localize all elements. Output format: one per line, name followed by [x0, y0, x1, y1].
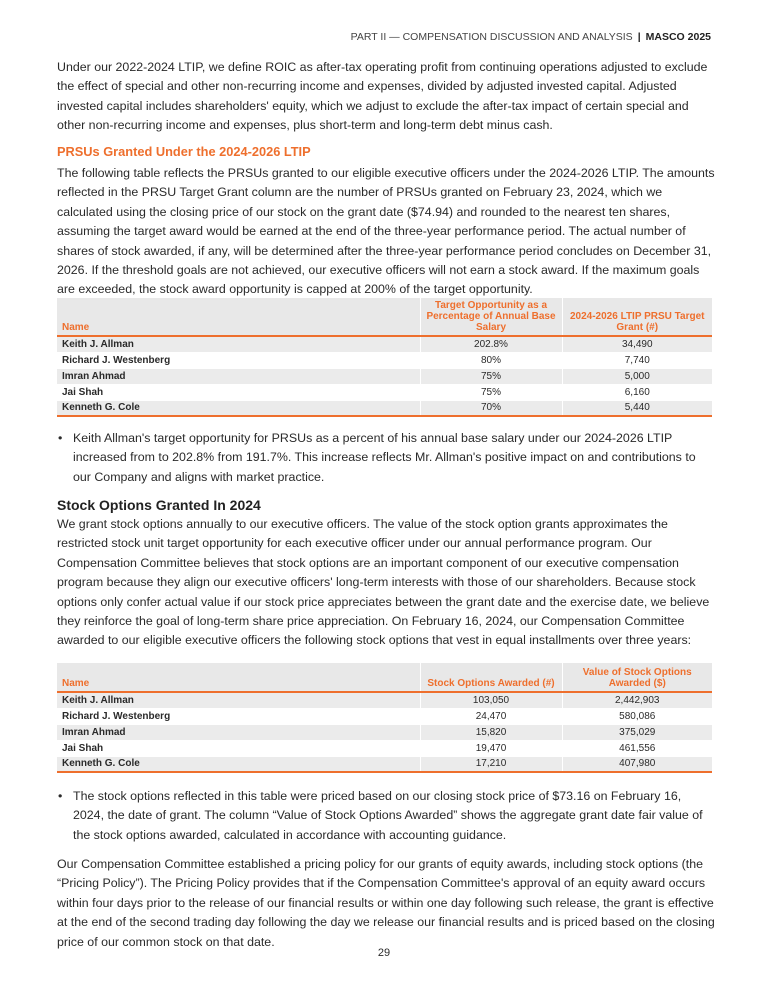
cell-name: Kenneth G. Cole [57, 400, 420, 416]
cell-grant: 34,490 [562, 336, 712, 352]
prsu-paragraph: The following table reflects the PRSUs granted to our eligible executive officers under the 2024-2026 LTIP. The amounts reflected in the PRSU Target Grant column are the number of PRSUs granted on February 23, 2024, which we calculated using the closing price of our stock on the grant date ($74.94) and rounded to the nearest ten shares, assuming the target award would be earned at the end of the three-year performance period. The actual number of shares of stock awarded, if any, will be determined after the three-year performance period concludes on December 31, 2026. If the threshold goals are not achieved, our executive officers will not earn a stock award. If the maximum goals are exceeded, the stock award opportunity is capped at 200% of the target opportunity. [57, 166, 715, 297]
options-paragraph: We grant stock options annually to our executive officers. The value of the stock option grants approximates the restricted stock unit target opportunity for each executive officer under our annual performance program. Our Compensation Committee believes that stock options are an important component of our executive compensation program because they align our executive officers' long-term interests with those of our shareholders. Because stock options only confer actual value if our stock price appreciates between the grant date and the exercise date, we believe they reinforce the goal of long-term share price appreciation. On February 16, 2024, our Compensation Committee awarded to our eligible executive officers the following stock options that vest in equal installments over three years: [57, 517, 710, 648]
cell-name: Keith J. Allman [57, 336, 420, 352]
col-header-name: Name [57, 663, 420, 692]
cell-name: Jai Shah [57, 384, 420, 400]
table-row [57, 384, 712, 400]
col-header-target-opportunity: Target Opportunity as a Percentage of Annual Base Salary [420, 298, 562, 336]
cell-grant: 6,160 [562, 384, 712, 400]
bullet-icon: • [58, 431, 63, 445]
cell-name: Richard J. Westenberg [57, 708, 420, 724]
options-heading: Stock Options Granted In 2024 [57, 497, 261, 513]
bullet-icon: • [58, 789, 63, 803]
prsu-table [57, 298, 712, 417]
cell-pct: 202.8% [420, 336, 562, 352]
bullet-allman [57, 429, 715, 487]
cell-grant: 7,740 [562, 352, 712, 368]
table-row [57, 756, 712, 772]
bullet-pricing [57, 787, 715, 845]
cell-grant: 5,440 [562, 400, 712, 416]
cell-options: 103,050 [420, 692, 562, 708]
cell-pct: 80% [420, 352, 562, 368]
table-row [57, 708, 712, 724]
cell-pct: 70% [420, 400, 562, 416]
cell-value: 580,086 [562, 708, 712, 724]
cell-pct: 75% [420, 384, 562, 400]
table-row [57, 724, 712, 740]
header-divider: | [637, 31, 641, 43]
page-number: 29 [377, 947, 391, 959]
roic-paragraph: Under our 2022-2024 LTIP, we define ROIC as after-tax operating profit from continuing operations adjusted to exclude the effect of special and other non-recurring income and expenses, divided by adjusted invested capital. Adjusted invested capital includes shareholders' equity, which we adjust to exclude the after-tax impact of certain special and other non-recurring income and expenses, plus short-term and long-term debt minus cash. [57, 60, 708, 133]
prsu-heading: PRSUs Granted Under the 2024-2026 LTIP [57, 144, 311, 159]
table-row [57, 336, 712, 352]
cell-value: 407,980 [562, 756, 712, 772]
header-brand: MASCO 2025 [645, 31, 711, 43]
table-row [57, 692, 712, 708]
cell-value: 2,442,903 [562, 692, 712, 708]
cell-options: 17,210 [420, 756, 562, 772]
cell-name: Richard J. Westenberg [57, 352, 420, 368]
col-header-prsu-grant: 2024-2026 LTIP PRSU Target Grant (#) [562, 298, 712, 336]
cell-name: Imran Ahmad [57, 368, 420, 384]
options-table [57, 663, 712, 773]
cell-options: 19,470 [420, 740, 562, 756]
cell-options: 15,820 [420, 724, 562, 740]
cell-options: 24,470 [420, 708, 562, 724]
table-row [57, 352, 712, 368]
header-section: PART II — COMPENSATION DISCUSSION AND ANALYSIS [350, 31, 633, 43]
table-row [57, 740, 712, 756]
table-row [57, 400, 712, 416]
cell-name: Imran Ahmad [57, 724, 420, 740]
cell-name: Jai Shah [57, 740, 420, 756]
col-header-options-value: Value of Stock Options Awarded ($) [562, 663, 712, 692]
col-header-name: Name [57, 298, 420, 336]
cell-name: Keith J. Allman [57, 692, 420, 708]
cell-grant: 5,000 [562, 368, 712, 384]
bullet-text: Keith Allman's target opportunity for PRSUs as a percent of his annual base salary under our 2024-2026 LTIP increased from to 202.8% from 191.7%. This increase reflects Mr. Allman's positive impact on and contributions to our Company and aligns with market practice. [73, 431, 696, 484]
cell-value: 461,556 [562, 740, 712, 756]
cell-value: 375,029 [562, 724, 712, 740]
running-header [351, 31, 711, 43]
col-header-options-awarded: Stock Options Awarded (#) [420, 663, 562, 692]
bullet-text: The stock options reflected in this table were priced based on our closing stock price of $73.16 on February 16, 2024, the date of grant. The column “Value of Stock Options Awarded” shows the aggregate grant date fair value of the stock options awarded, calculated in accordance with accounting guidance. [73, 789, 703, 842]
cell-name: Kenneth G. Cole [57, 756, 420, 772]
pricing-policy-paragraph: Our Compensation Committee established a pricing policy for our grants of equity awards, including stock options (the “Pricing Policy”). The Pricing Policy provides that if the Compensation Committee's approval of an equity award occurs within four days prior to the release of our financial results or within one day following such release, the grant is effective at the end of the second trading day following the day we release our financial results and is priced based on the closing price of our common stock on that date. [57, 857, 715, 949]
cell-pct: 75% [420, 368, 562, 384]
table-row [57, 368, 712, 384]
